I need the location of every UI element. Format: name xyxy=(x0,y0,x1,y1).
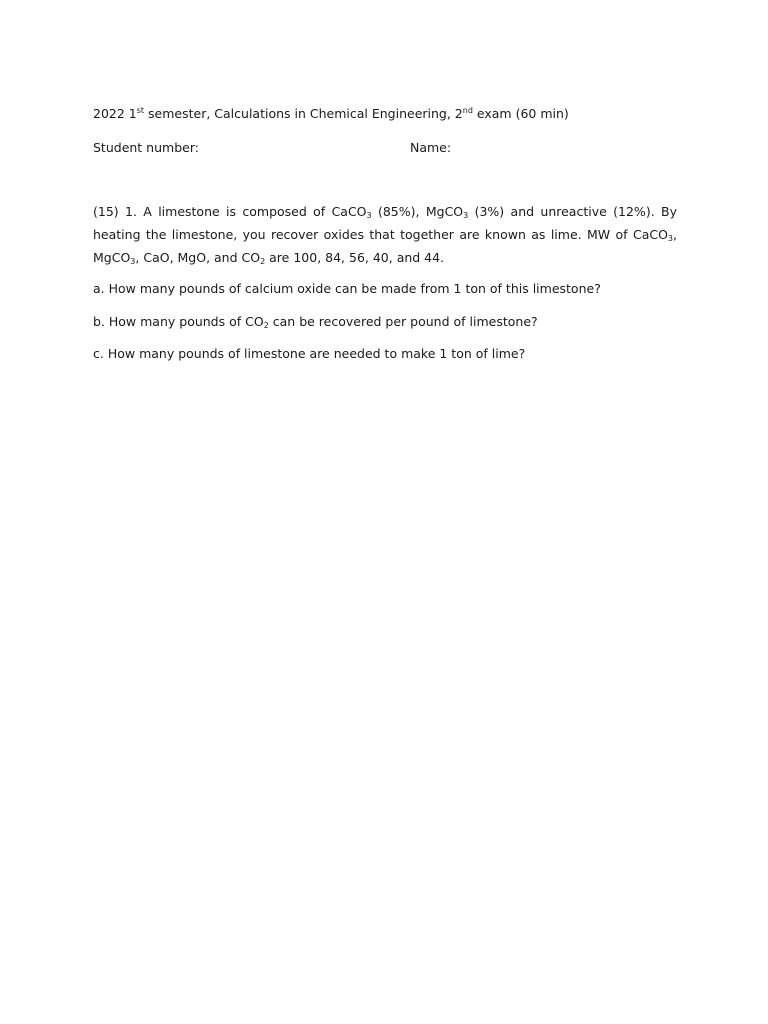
subscript-2: 2 xyxy=(263,321,269,330)
question-1b xyxy=(93,314,538,330)
q1-text-2: (85%), MgCO xyxy=(371,204,464,219)
q1b-text-2: can be recovered per pound of limestone? xyxy=(268,314,538,329)
q1-text-6: are 100, 84, 56, 40, and 44. xyxy=(265,250,445,265)
exam-header xyxy=(93,106,569,122)
q1-text-3: (3%) and unreactive (12%). By heating the limestone, you recover oxides that together are known as lime. MW of CaCO xyxy=(93,204,677,242)
q1b-text-1: b. How many pounds of CO xyxy=(93,314,264,329)
question-1a: a. How many pounds of calcium oxide can be made from 1 ton of this limestone? xyxy=(93,281,601,296)
header-sup-st: st xyxy=(136,106,145,115)
question-1c: c. How many pounds of limestone are needed to make 1 ton of lime? xyxy=(93,346,526,361)
student-number-label: Student number: xyxy=(93,140,199,155)
q1-text-4: , MgCO xyxy=(93,227,677,265)
q1-text-1: (15) 1. A limestone is composed of CaCO xyxy=(93,204,367,219)
header-exam: exam (60 min) xyxy=(472,106,569,121)
q1-text-5: , CaO, MgO, and CO xyxy=(135,250,261,265)
subscript-3: 3 xyxy=(366,211,372,220)
subscript-3: 3 xyxy=(130,257,136,266)
subscript-2: 2 xyxy=(260,257,266,266)
subscript-3: 3 xyxy=(463,211,469,220)
subscript-3: 3 xyxy=(667,234,674,243)
header-course: semester, Calculations in Chemical Engineering, 2 xyxy=(144,106,463,121)
question-1-stem xyxy=(93,200,677,269)
name-label: Name: xyxy=(410,140,452,155)
header-sup-nd: nd xyxy=(462,106,473,115)
header-year: 2022 1 xyxy=(93,106,137,121)
